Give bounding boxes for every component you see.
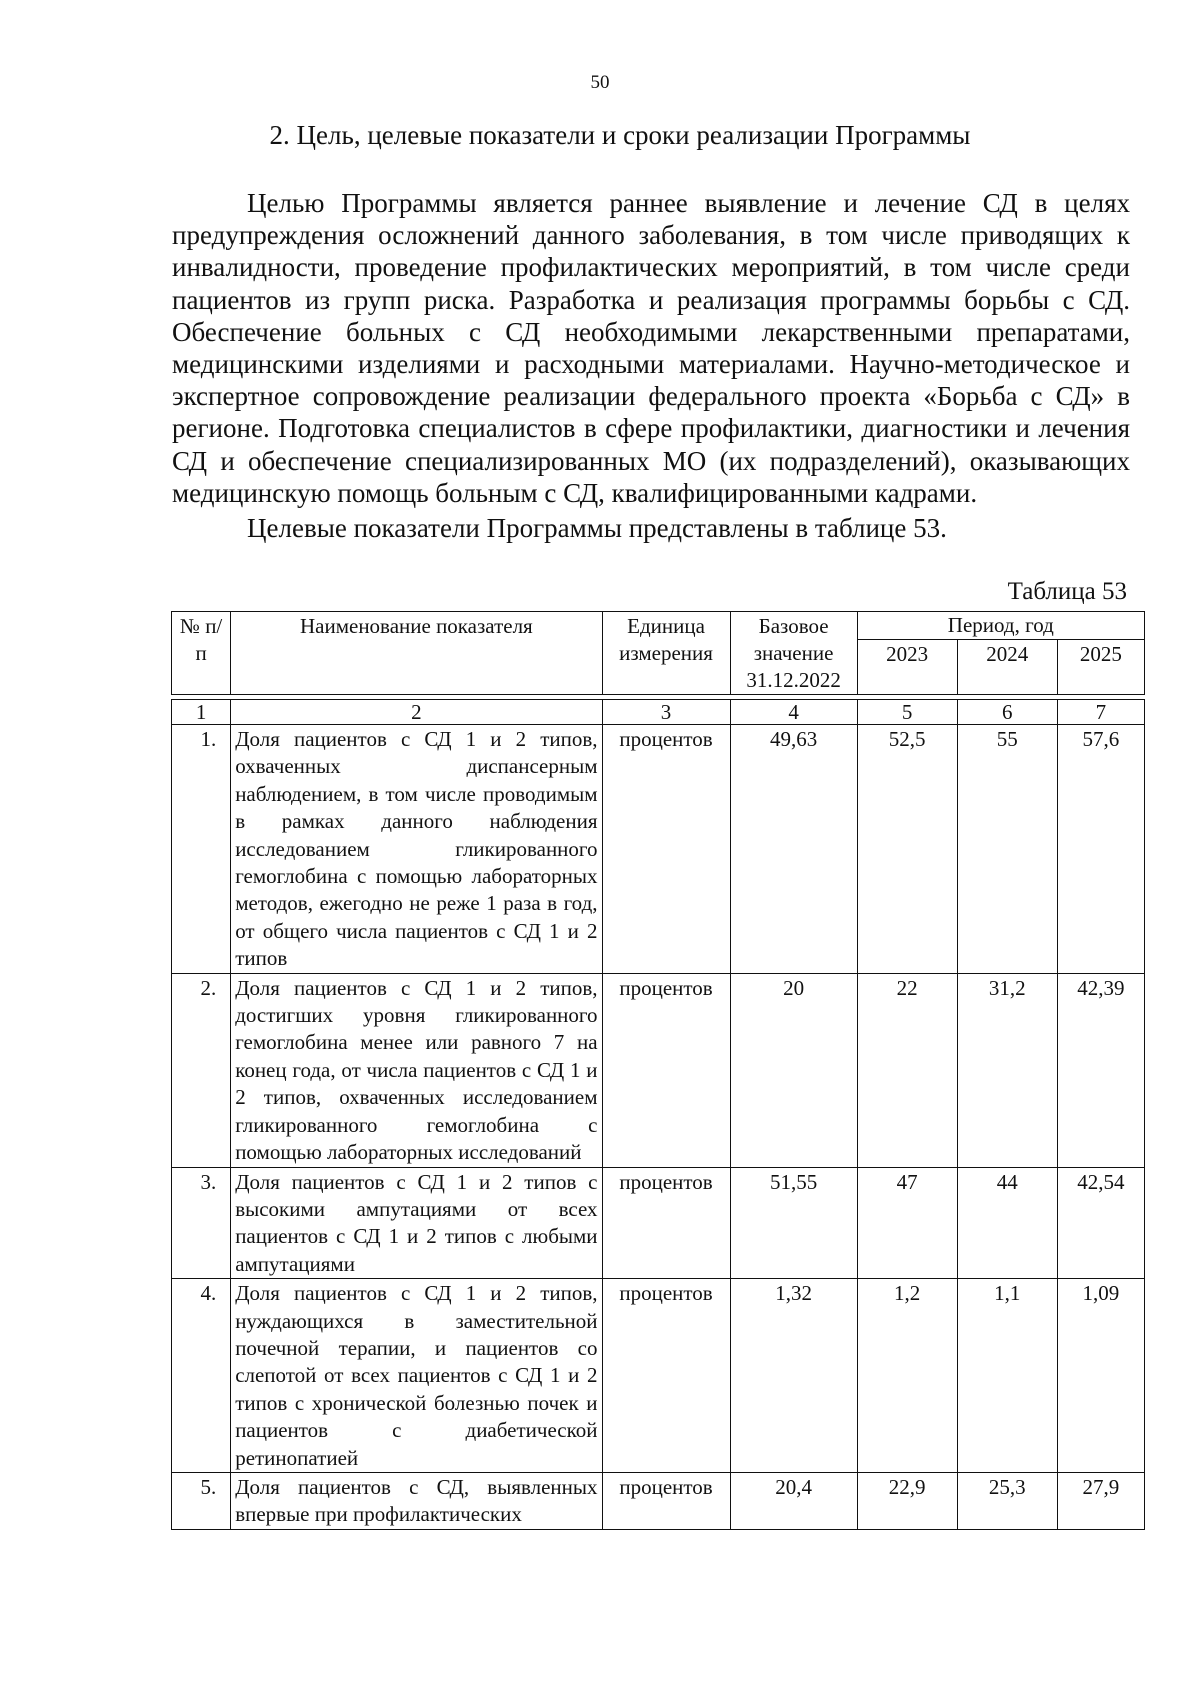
table-row xyxy=(172,973,1145,1167)
header-unit: Единица измерения xyxy=(602,612,730,695)
table-row xyxy=(172,1472,1145,1529)
value-2023: 1,2 xyxy=(857,1279,957,1473)
table-row xyxy=(172,1167,1145,1279)
indicator-name: Доля пациентов с СД 1 и 2 типов, нуждающихся в заместительной почечной терапии, и пациентов со слепотой от всех пациентов с СД 1 и 2 типов с хронической болезнью почек и пациентов с диабетической ретинопатией xyxy=(231,1279,602,1473)
value-2025: 42,39 xyxy=(1057,973,1144,1167)
indicator-unit: процентов xyxy=(602,1472,730,1529)
indicators-table xyxy=(171,611,1145,1530)
value-2023: 47 xyxy=(857,1167,957,1279)
header-name: Наименование показателя xyxy=(231,612,602,695)
value-2025: 57,6 xyxy=(1057,725,1144,974)
value-2025: 1,09 xyxy=(1057,1279,1144,1473)
indicator-name: Доля пациентов с СД 1 и 2 типов с высокими ампутациями от всех пациентов с СД 1 и 2 типов с любыми ампутациями xyxy=(231,1167,602,1279)
column-number: 6 xyxy=(957,700,1057,725)
value-2023: 22 xyxy=(857,973,957,1167)
column-number: 5 xyxy=(857,700,957,725)
column-number: 7 xyxy=(1057,700,1144,725)
page-number: 50 xyxy=(590,72,610,93)
column-number: 1 xyxy=(172,700,231,725)
table-caption: Таблица 53 xyxy=(1007,578,1127,605)
indicator-unit: процентов xyxy=(602,1279,730,1473)
row-number: 1. xyxy=(172,725,231,974)
value-2024: 1,1 xyxy=(957,1279,1057,1473)
indicator-name: Доля пациентов с СД, выявленных впервые при профилактических xyxy=(231,1472,602,1529)
indicator-unit: процентов xyxy=(602,973,730,1167)
header-period: Период, год xyxy=(857,612,1144,640)
value-2024: 55 xyxy=(957,725,1057,974)
column-number: 4 xyxy=(730,700,857,725)
indicator-name: Доля пациентов с СД 1 и 2 типов, достигших уровня гликированного гемоглобина менее или равного 7 на конец года, от числа пациентов с СД 1 и 2 типов, охваченных исследованием гликированного гемоглобина с помощью лабораторных исследований xyxy=(231,973,602,1167)
value-2024: 25,3 xyxy=(957,1472,1057,1529)
header-year-2024: 2024 xyxy=(957,640,1057,695)
indicator-unit: процентов xyxy=(602,1167,730,1279)
indicators-paragraph: Целевые показатели Программы представлены в таблице 53. xyxy=(247,513,947,543)
value-2023: 52,5 xyxy=(857,725,957,974)
base-value: 49,63 xyxy=(730,725,857,974)
indicator-unit: процентов xyxy=(602,725,730,974)
base-value: 20 xyxy=(730,973,857,1167)
column-number: 2 xyxy=(231,700,602,725)
value-2024: 31,2 xyxy=(957,973,1057,1167)
section-title: 2. Цель, целевые показатели и сроки реализации Программы xyxy=(269,120,971,150)
column-number-row xyxy=(172,700,1145,725)
base-value: 1,32 xyxy=(730,1279,857,1473)
base-value: 51,55 xyxy=(730,1167,857,1279)
header-base: Базовое значение 31.12.2022 xyxy=(730,612,857,695)
row-number: 4. xyxy=(172,1279,231,1473)
table-row xyxy=(172,1279,1145,1473)
header-year-2025: 2025 xyxy=(1057,640,1144,695)
value-2025: 42,54 xyxy=(1057,1167,1144,1279)
header-year-2023: 2023 xyxy=(857,640,957,695)
row-number: 3. xyxy=(172,1167,231,1279)
row-number: 5. xyxy=(172,1472,231,1529)
table-header-row xyxy=(172,612,1145,640)
indicator-name: Доля пациентов с СД 1 и 2 типов, охваченных диспансерным наблюдением, в том числе проводимым в рамках данного наблюдения исследованием гликированного гемоглобина с помощью лабораторных методов, ежегодно не реже 1 раза в год, от общего числа пациентов с СД 1 и 2 типов xyxy=(231,725,602,974)
column-number: 3 xyxy=(602,700,730,725)
table-row xyxy=(172,725,1145,974)
row-number: 2. xyxy=(172,973,231,1167)
goal-paragraph: Целью Программы является раннее выявление и лечение СД в целях предупреждения осложнений данного заболевания, в том числе приводящих к инвалидности, проведение профилактических мероприятий, в том числе среди пациентов из групп риска. Разработка и реализация программы борьбы с СД. Обеспечение больных с СД необходимыми лекарственными препаратами, медицинскими изделиями и расходными материалами. Научно-методическое и экспертное сопровождение реализации федерального проекта «Борьба с СД» в регионе. Подготовка специалистов в сфере профилактики, диагностики и лечения СД и обеспечение специализированных МО (их подразделений), оказывающих медицинскую помощь больным с СД, квалифицированными кадрами. xyxy=(172,188,1130,508)
value-2024: 44 xyxy=(957,1167,1057,1279)
header-num: № п/п xyxy=(172,612,231,695)
base-value: 20,4 xyxy=(730,1472,857,1529)
value-2023: 22,9 xyxy=(857,1472,957,1529)
value-2025: 27,9 xyxy=(1057,1472,1144,1529)
